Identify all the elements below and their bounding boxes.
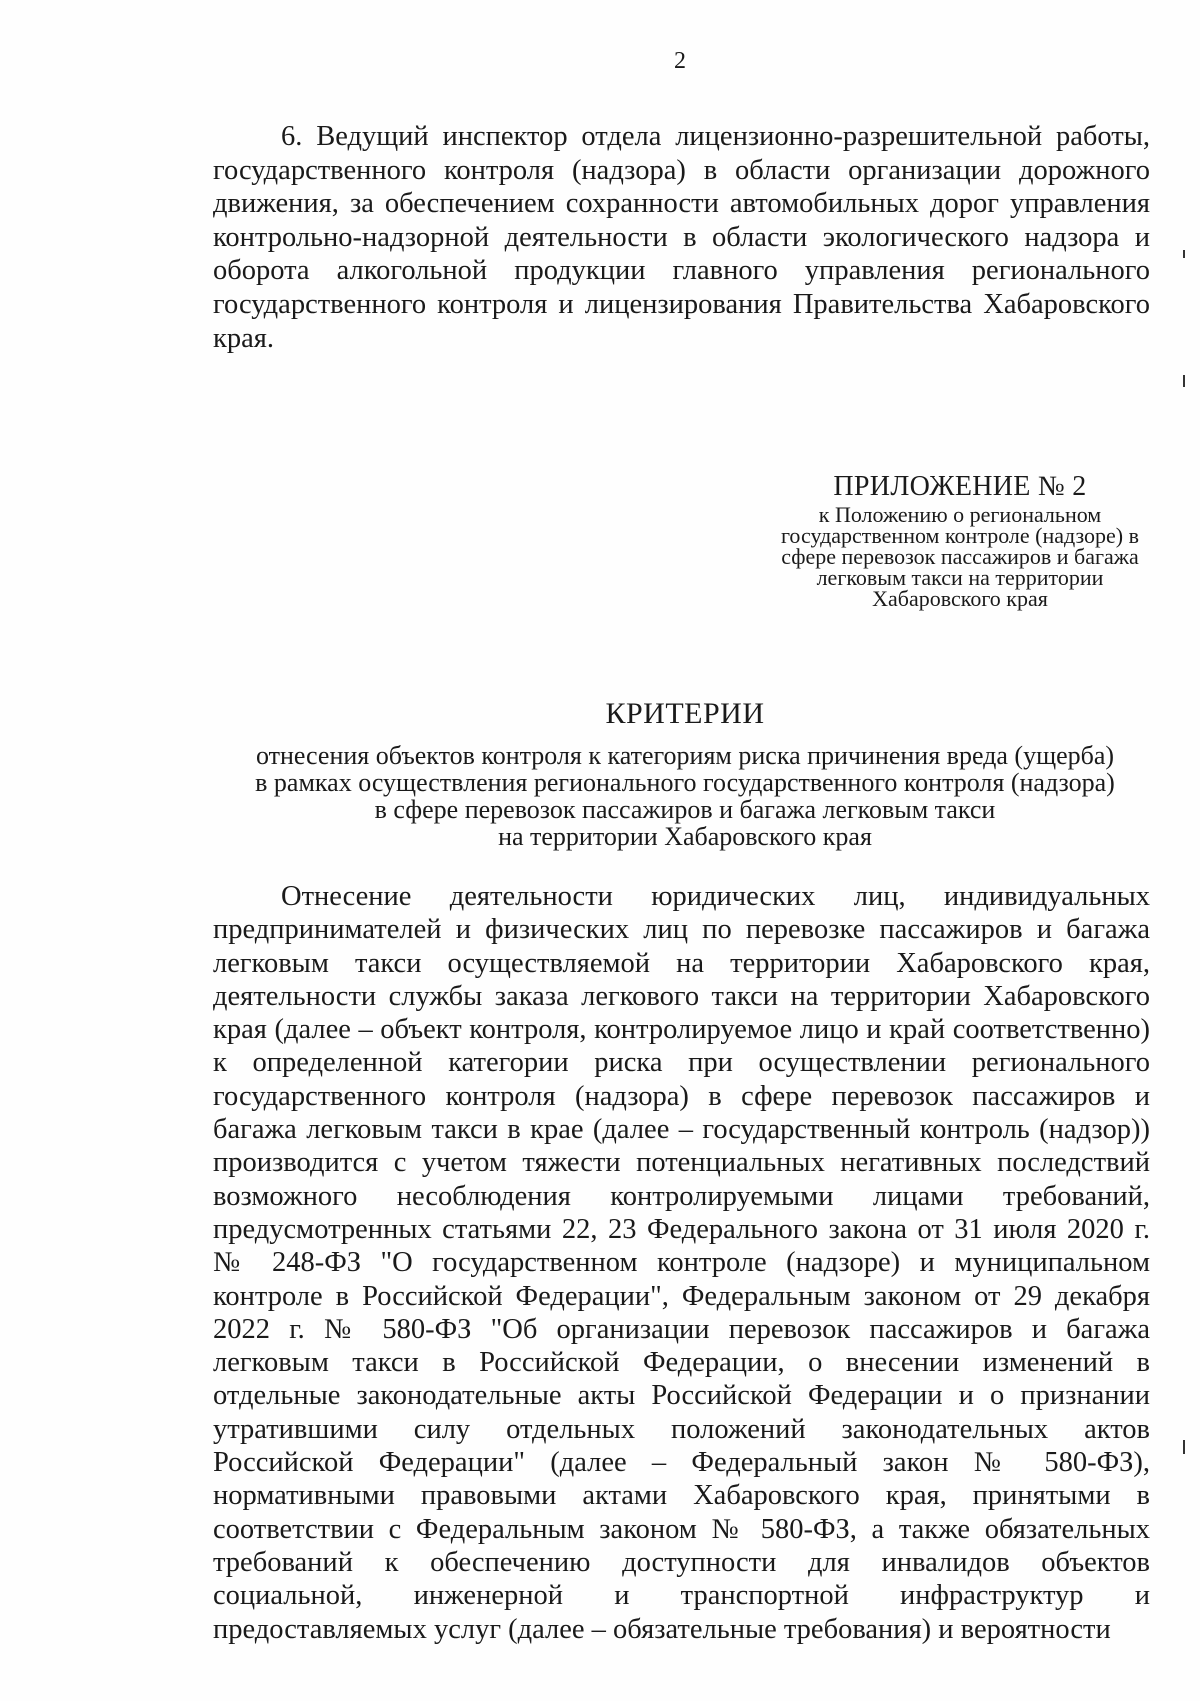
appendix-title: ПРИЛОЖЕНИЕ № 2 <box>833 471 1087 502</box>
criteria-line: в рамках осуществления регионального государственного контроля (надзора) <box>255 768 1115 797</box>
appendix-header <box>700 470 1200 609</box>
criteria-line: на территории Хабаровского края <box>498 822 872 851</box>
appendix-line: к Положению о региональном <box>818 502 1102 527</box>
criteria-subtitle <box>0 742 1200 850</box>
appendix-line: Хабаровского края <box>872 586 1048 611</box>
criteria-line: в сфере перевозок пассажиров и багажа легковым такси <box>374 795 996 824</box>
criteria-title: КРИТЕРИИ <box>605 697 765 730</box>
paragraph-criteria-body: Отнесение деятельности юридических лиц, индивидуальных предпринимателей и физических лиц по перевозке пассажиров и багажа легковым такси осуществляемой на территории Хабаровского края, деятельности службы заказа легкового такси на территории Хабаровского края (далее – объект контроля, контролируемое лицо и край соответственно) к определенной категории риска при осуществлении регионального государственного контроля (надзора) в сфере перевозок пассажиров и багажа легковым такси в крае (далее – государственный контроль (надзор)) производится с учетом тяжести потенциальных негативных последствий возможного несоблюдения контролируемыми лицами требований, предусмотренных статьями 22, 23 Федерального закона от 31 июля 2020 г. № 248-ФЗ "О государственном контроле (надзоре) и муниципальном контроле в Российской Федерации", Федеральным законом от 29 декабря 2022 г. № 580-ФЗ "Об организации перевозок пассажиров и багажа легковым такси в Российской Федерации, о внесении изменений в отдельные законодательные акты Российской Федерации и о признании утратившими силу отдельных положений законодательных актов Российской Федерации" (далее – Федеральный закон № 580-ФЗ), нормативными правовыми актами Хабаровского края, принятыми в соответствии с Федеральным законом № 580-ФЗ, а также обязательных требований к обеспечению доступности для инвалидов объектов социальной, инженерной и транспортной инфраструктур и предоставляемых услуг (далее – обязательные требования) и вероятности <box>213 881 1150 1645</box>
paragraph-inspector: 6. Ведущий инспектор отдела лицензионно-разрешительной работы, государственного контроля (надзора) в области организации дорожного движения, за обеспечением сохранности автомобильных дорог управления контрольно-надзорной деятельности в области экологического надзора и оборота алкогольной продукции главного управления регионального государственного контроля и лицензирования Правительства Хабаровского края. <box>213 121 1150 354</box>
appendix-subtitle <box>700 504 1200 609</box>
appendix-line: сфере перевозок пассажиров и багажа <box>781 544 1139 569</box>
appendix-line: легковым такси на территории <box>816 565 1104 590</box>
criteria-line: отнесения объектов контроля к категориям риска причинения вреда (ущерба) <box>255 741 1115 770</box>
scan-mark <box>1183 250 1185 258</box>
scan-mark <box>1183 1440 1185 1454</box>
page-number: 2 <box>674 48 686 74</box>
scan-mark <box>1183 375 1185 387</box>
appendix-line: государственном контроле (надзоре) в <box>780 523 1140 548</box>
criteria-header <box>0 696 1200 850</box>
